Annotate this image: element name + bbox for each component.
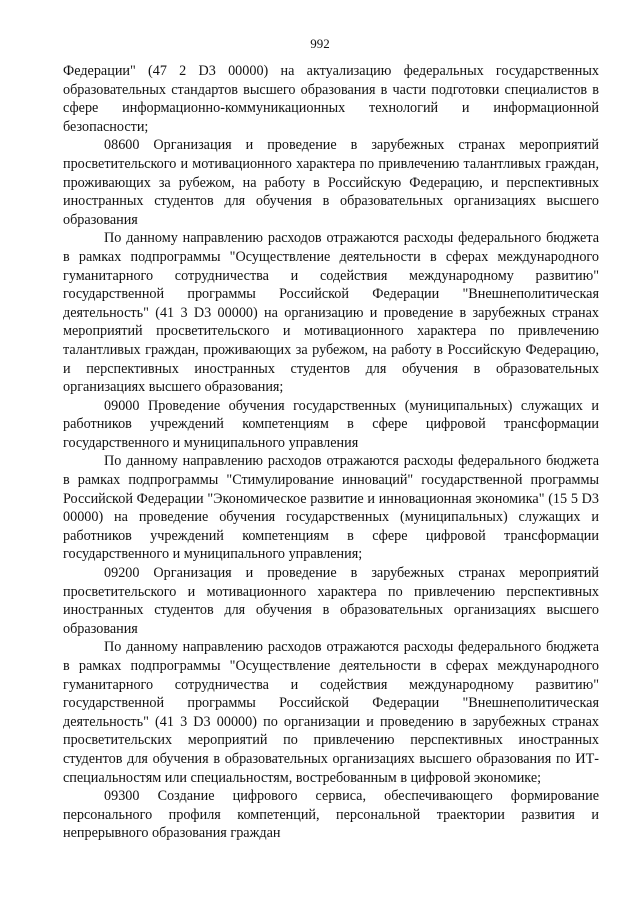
paragraph-09200-heading: 09200 Организация и проведение в зарубежных странах мероприятий просветительского и мотивационного характера по привлечению перспективных иностранных студентов для обучения в образовательных организациях высшего образования [63,565,599,637]
document-body [63,62,599,843]
paragraph-09000-heading: 09000 Проведение обучения государственных (муниципальных) служащих и работников учреждений компетенциям в сфере цифровой трансформации государственного и муниципального управления [63,397,599,451]
paragraph-08600-heading: 08600 Организация и проведение в зарубежных странах мероприятий просветительского и мотивационного характера по привлечению талантливых граждан, проживающих за рубежом, на работу в Российскую Федерацию, и перспективных иностранных студентов для обучения в образовательных организациях высшего образования [63,137,599,228]
page-number: 992 [310,36,330,51]
paragraph-09000-description: По данному направлению расходов отражаются расходы федерального бюджета в рамках подпрограммы "Стимулирование инноваций" государственной программы Российской Федерации "Экономическое развитие и инновационная экономика" (15 5 D3 00000) на проведение обучения государственных (муниципальных) служащих и работников учреждений компетенциям в сфере цифровой трансформации государственного и муниципального управления; [63,453,599,563]
paragraph-09200-description: По данному направлению расходов отражаются расходы федерального бюджета в рамках подпрограммы "Осуществление деятельности в сферах международного гуманитарного сотрудничества и содействия международному развитию" государственной программы Российской Федерации "Внешнеполитическая деятельность" (41 3 D3 00000) по организации и проведению в зарубежных странах просветительских мероприятий по привлечению перспективных иностранных студентов для обучения в образовательных организациях высшего образования по ИТ-специальностям или специальностям, востребованным в цифровой экономике; [63,639,599,786]
paragraph-continuation: Федерации" (47 2 D3 00000) на актуализацию федеральных государственных образовательных стандартов высшего образования в части подготовки специалистов в сфере информационно-коммуникационных технологий и информационной безопасности; [63,63,599,135]
paragraph-09300-heading: 09300 Создание цифрового сервиса, обеспечивающего формирование персонального профиля компетенций, персональной траектории развития и непрерывного образования граждан [63,788,599,842]
paragraph-08600-description: По данному направлению расходов отражаются расходы федерального бюджета в рамках подпрограммы "Осуществление деятельности в сферах международного гуманитарного сотрудничества и содействия международному развитию" государственной программы Российской Федерации "Внешнеполитическая деятельность" (41 3 D3 00000) на организацию и проведение в зарубежных странах мероприятий просветительского и мотивационного характера по привлечению талантливых граждан, проживающих за рубежом, на работу в Российскую Федерацию, и перспективных иностранных студентов для обучения в образовательных организациях высшего образования; [63,230,599,396]
